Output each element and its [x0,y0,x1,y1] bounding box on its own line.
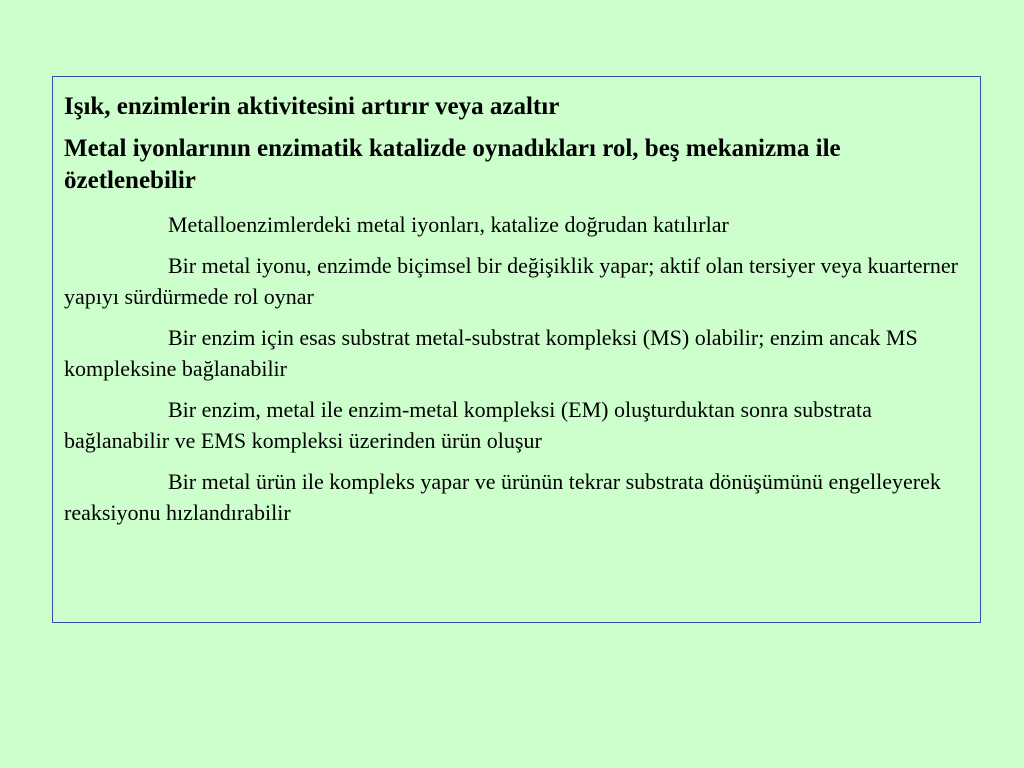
mechanism-item-2: Bir metal iyonu, enzimde biçimsel bir değişiklik yapar; aktif olan tersiyer veya kuarterner yapıyı sürdürmede rol oynar [64,253,958,309]
mechanism-item-3: Bir enzim için esas substrat metal-substrat kompleksi (MS) olabilir; enzim ancak MS kompleksine bağlanabilir [64,325,918,381]
heading-metal-ions: Metal iyonlarının enzimatik katalizde oynadıkları rol, beş mekanizma ile özetlenebilir [64,135,841,194]
content-box [52,76,981,623]
mechanism-item-5: Bir metal ürün ile kompleks yapar ve ürünün tekrar substrata dönüşümünü engelleyerek reaksiyonu hızlandırabilir [64,469,941,525]
mechanism-item-1: Metalloenzimlerdeki metal iyonları, katalize doğrudan katılırlar [168,212,729,237]
heading-light-effect: Işık, enzimlerin aktivitesini artırır veya azaltır [64,93,560,120]
mechanism-item-4: Bir enzim, metal ile enzim-metal kompleksi (EM) oluşturduktan sonra substrata bağlanabilir ve EMS kompleksi üzerinden ürün oluşur [64,397,872,453]
